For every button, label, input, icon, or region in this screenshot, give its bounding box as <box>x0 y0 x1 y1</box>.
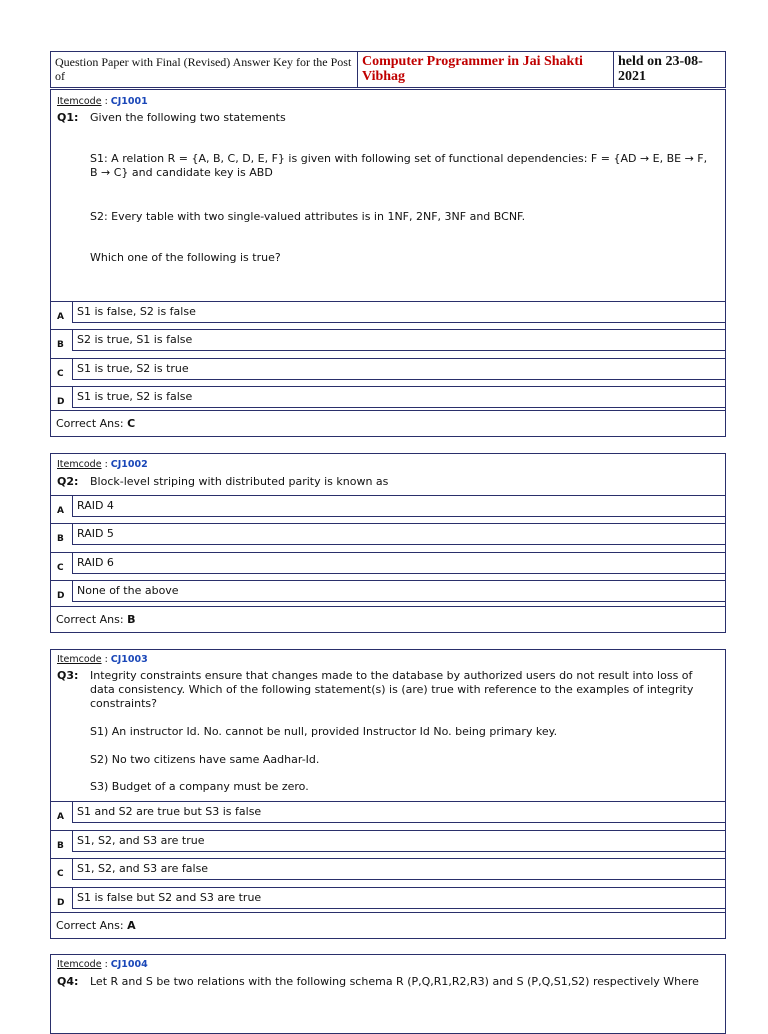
option-row <box>51 858 725 886</box>
question-number: Q1: <box>57 111 79 124</box>
question-prompt: Which one of the following is true? <box>90 251 281 264</box>
question-stem: Let R and S be two relations with the following schema R (P,Q,R1,R2,R3) and S (P,Q,S1,S2) respectively Where <box>90 975 699 988</box>
option-text: S2 is true, S1 is false <box>72 330 725 351</box>
question-stem: Integrity constraints ensure that changes made to the database by authorized users do not result into loss of data consistency. Which of the following statement(s) is (are) true with reference to the examples of integrity constraints? <box>90 669 694 710</box>
option-letter: B <box>57 534 64 544</box>
question-number: Q4: <box>57 975 79 988</box>
option-row <box>51 329 725 357</box>
correct-answer <box>51 912 725 938</box>
option-letter: C <box>57 563 64 573</box>
option-row <box>51 358 725 386</box>
question-card <box>50 453 726 633</box>
option-text: S1, S2, and S3 are true <box>72 831 725 852</box>
question-number: Q3: <box>57 669 79 682</box>
question-statement: S1) An instructor Id. No. cannot be null, provided Instructor Id No. being primary key. <box>90 725 558 738</box>
correct-answer <box>51 410 725 436</box>
option-row <box>51 801 725 829</box>
correct-answer-value: C <box>127 417 136 430</box>
option-row <box>51 523 725 551</box>
option-letter: D <box>57 397 65 407</box>
question-card <box>50 89 726 437</box>
option-row <box>51 830 725 858</box>
correct-answer-value: A <box>127 919 136 932</box>
question-number: Q2: <box>57 475 79 488</box>
itemcode-label: Itemcode <box>57 459 102 470</box>
option-text: RAID 6 <box>72 553 725 574</box>
option-text: S1, S2, and S3 are false <box>72 859 725 880</box>
itemcode: Itemcode : CJ1003 <box>57 654 148 665</box>
question-statement: S1: A relation R = {A, B, C, D, E, F} is given with following set of functional dependencies: F = {AD → E, BE → F, B → C} and candidate key is ABD <box>90 152 708 179</box>
question-card <box>50 954 726 1034</box>
correct-answer-label: Correct Ans: <box>56 417 124 430</box>
option-letter: B <box>57 340 64 350</box>
option-row <box>51 495 725 523</box>
option-row <box>51 580 725 608</box>
question-statement: S3) Budget of a company must be zero. <box>90 780 309 793</box>
option-text: S1 and S2 are true but S3 is false <box>72 802 725 823</box>
itemcode: Itemcode : CJ1004 <box>57 959 148 970</box>
correct-answer-value: B <box>127 613 136 626</box>
question-stem: Block-level striping with distributed parity is known as <box>90 475 389 488</box>
itemcode-label: Itemcode <box>57 96 102 107</box>
option-row <box>51 887 725 915</box>
header-date: held on 23-08-2021 <box>618 54 703 84</box>
option-text: None of the above <box>72 581 725 602</box>
option-text: RAID 4 <box>72 496 725 517</box>
header-title: Question Paper with Final (Revised) Answer Key for the Post of <box>51 52 358 87</box>
option-text: S1 is false but S2 and S3 are true <box>72 888 725 909</box>
header-post: Computer Programmer in Jai Shakti Vibhag <box>358 52 614 87</box>
itemcode-label: Itemcode <box>57 654 102 665</box>
itemcode-value: CJ1004 <box>110 959 148 970</box>
option-row <box>51 301 725 329</box>
option-text: S1 is false, S2 is false <box>72 302 725 323</box>
itemcode: Itemcode : CJ1002 <box>57 459 148 470</box>
option-row <box>51 552 725 580</box>
option-letter: A <box>57 312 64 322</box>
option-letter: C <box>57 369 64 379</box>
option-letter: A <box>57 506 64 516</box>
option-letter: D <box>57 591 65 601</box>
question-stem: Given the following two statements <box>90 111 286 124</box>
question-statement: S2) No two citizens have same Aadhar-Id. <box>90 753 320 766</box>
question-card <box>50 649 726 939</box>
option-text: S1 is true, S2 is true <box>72 359 725 380</box>
itemcode-value: CJ1003 <box>110 654 148 665</box>
option-letter: D <box>57 898 65 908</box>
paper-header <box>50 51 726 88</box>
option-letter: B <box>57 841 64 851</box>
correct-answer-label: Correct Ans: <box>56 919 124 932</box>
option-text: S1 is true, S2 is false <box>72 387 725 408</box>
question-statement: S2: Every table with two single-valued attributes is in 1NF, 2NF, 3NF and BCNF. <box>90 210 526 223</box>
itemcode-label: Itemcode <box>57 959 102 970</box>
itemcode-value: CJ1001 <box>110 96 148 107</box>
itemcode: Itemcode : CJ1001 <box>57 96 148 107</box>
option-letter: C <box>57 869 64 879</box>
correct-answer <box>51 606 725 632</box>
itemcode-value: CJ1002 <box>110 459 148 470</box>
correct-answer-label: Correct Ans: <box>56 613 124 626</box>
option-text: RAID 5 <box>72 524 725 545</box>
option-letter: A <box>57 812 64 822</box>
